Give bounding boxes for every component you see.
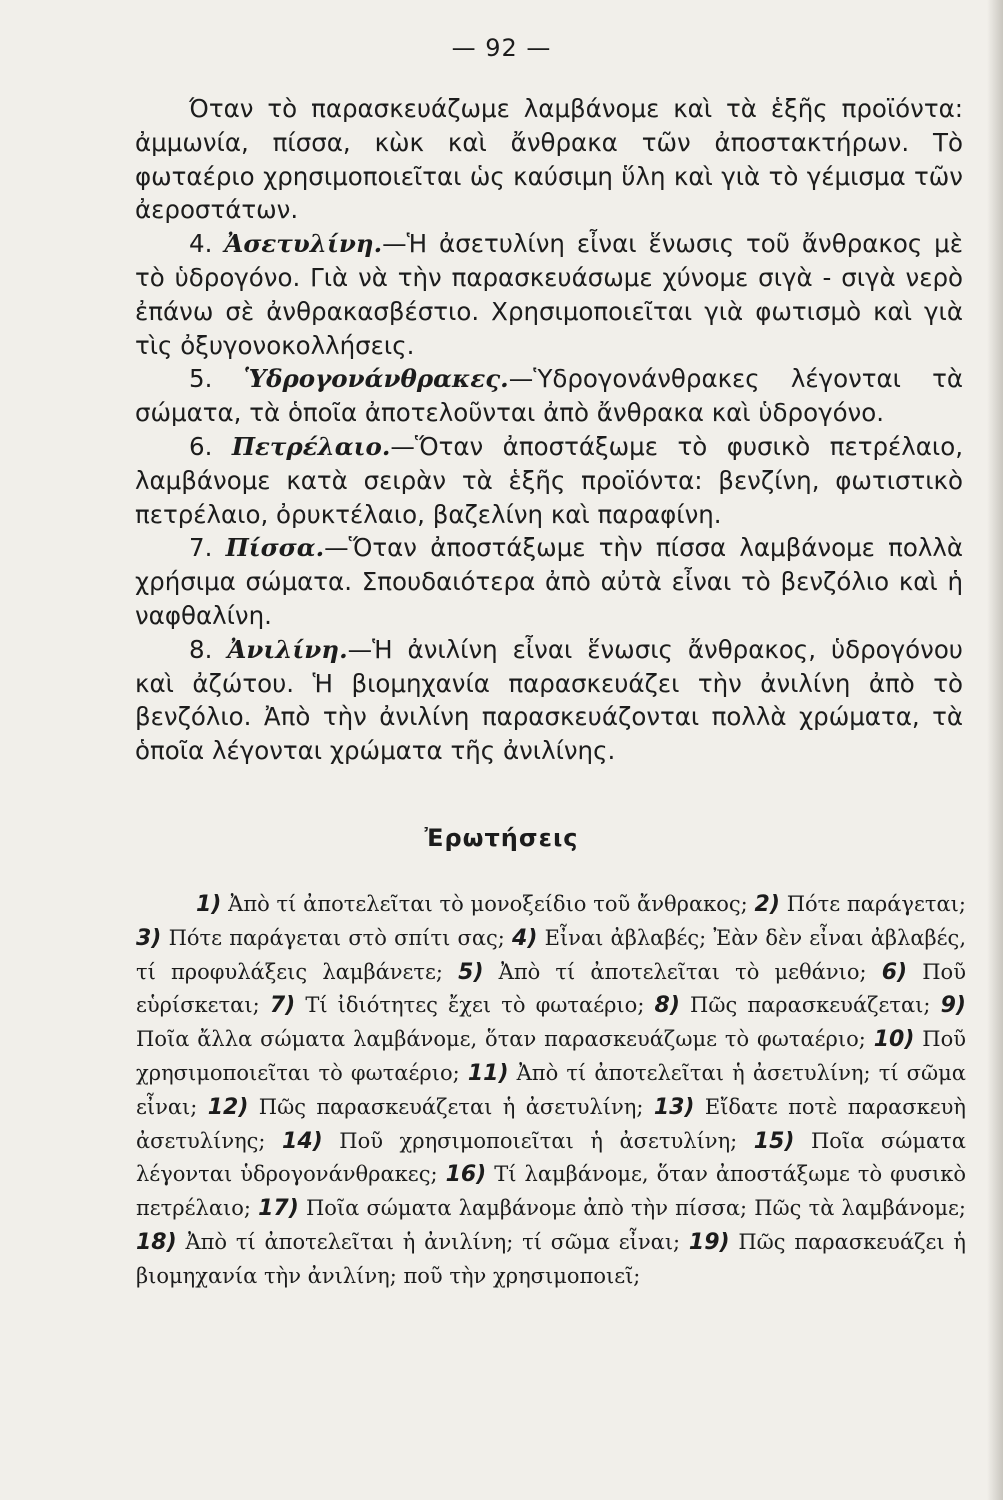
question-number: 9) xyxy=(940,993,966,1019)
question-number: 4) xyxy=(512,925,538,951)
question-text: Εἶναι ἀβλαβές; Ἐὰν δὲν εἶναι ἀβλαβές, τί προφυλάξεις λαμβάνετε; xyxy=(136,925,966,984)
question-number: 3) xyxy=(136,925,162,951)
section-term: Ὑδρογονάνθρακες. xyxy=(243,364,509,394)
question-text: Ποῖα σώματα λέγονται ὑδρογονάνθρακες; xyxy=(136,1128,966,1187)
question-number: 13) xyxy=(653,1094,695,1120)
question-text: Εἴδατε ποτὲ παρασκευὴ ἀσετυλίνης; xyxy=(136,1094,966,1153)
question-text: Ἀπὸ τί ἀποτελεῖται ἡ ἀσετυλίνη; τί σῶμα εἶναι; xyxy=(136,1060,966,1119)
question-number: 10) xyxy=(873,1027,915,1053)
question-number: 6) xyxy=(881,959,908,985)
question-text: Ἀπὸ τί ἀποτελεῖται ἡ ἀνιλίνη; τί σῶμα εἶναι; xyxy=(185,1229,681,1254)
section-paragraph xyxy=(135,227,963,362)
section-number: 8. xyxy=(189,634,213,664)
question-text: Ἀπὸ τί ἀποτελεῖται τὸ μεθάνιο; xyxy=(498,959,867,984)
section-text: —Ἡ ἀσετυλίνη εἶναι ἕνωσις τοῦ ἄνθρακος μὲ τὸ ὑδρογόνο. Γιὰ νὰ τὴν παρασκευάσωμε χύνομε σιγὰ - σιγὰ νερὸ ἐπάνω σὲ ἀνθρακασβέστιο. Χρησιμοποιεῖται γιὰ φωτισμὸ καὶ γιὰ τὶς ὀξυγονοκολλήσεις. xyxy=(135,229,963,360)
question-text: Τί λαμβάνομε, ὅταν ἀποστάξωμε τὸ φυσικὸ πετρέλαιο; xyxy=(136,1162,966,1221)
section-paragraph xyxy=(135,531,963,632)
question-number: 8) xyxy=(654,993,680,1019)
question-number: 17) xyxy=(258,1196,299,1222)
section-term: Ἀνιλίνη. xyxy=(227,634,348,664)
question-number: 19) xyxy=(688,1229,730,1255)
question-text: Πῶς παρασκευάζει ἡ βιομηχανία τὴν ἀνιλίνη; ποῦ τὴν χρησιμοποιεῖ; xyxy=(136,1229,966,1288)
section-paragraph xyxy=(135,430,963,531)
question-text: Πότε παράγεται; xyxy=(786,892,966,916)
page-number: — 92 — xyxy=(451,34,552,62)
question-number: 15) xyxy=(753,1128,795,1154)
section-number: 7. xyxy=(189,533,213,563)
section-number: 5. xyxy=(189,364,213,394)
question-number: 7) xyxy=(269,993,296,1019)
intro-paragraph: Όταν τὸ παρασκευάζωμε λαμβάνομε καὶ τὰ ἑξῆς προϊόντα: ἀμμωνία, πίσσα, κὼκ καὶ ἄνθρακα τῶν ἀποστακτήρων. Τὸ φωταέριο χρησιμοποιεῖται ὡς καύσιμη ὕλη καὶ γιὰ τὸ γέμισμα τῶν ἀεροστάτων. xyxy=(135,94,963,225)
section-term: Πίσσα. xyxy=(225,533,325,563)
question-text: Ποῖα σώματα λαμβάνομε ἀπὸ τὴν πίσσα; Πῶς τὰ λαμβάνομε; xyxy=(305,1196,966,1221)
question-text: Ποῦ χρησιμοποιεῖται τὸ φωταέριο; xyxy=(136,1027,966,1085)
section-paragraph xyxy=(135,362,963,430)
question-text: Ποῖα ἄλλα σώματα λαμβάνομε, ὅταν παρασκευάζωμε τὸ φωταέριο; xyxy=(136,1027,866,1052)
page-gutter-shadow xyxy=(987,0,1003,1500)
question-number: 11) xyxy=(467,1060,509,1086)
question-text: Πότε παράγεται στὸ σπίτι σας; xyxy=(168,925,505,950)
section-number: 6. xyxy=(189,431,213,461)
section-term: Πετρέλαιο. xyxy=(231,431,391,461)
section-term: Ἀσετυλίνη. xyxy=(224,229,383,259)
question-number: 1) xyxy=(196,892,222,917)
question-number: 5) xyxy=(458,959,484,985)
question-text: Ἀπὸ τί ἀποτελεῖται τὸ μονοξείδιο τοῦ ἄνθρακος; xyxy=(228,892,748,916)
section-text: —Ὅταν ἀποστάξωμε τὸ φυσικὸ πετρέλαιο, λαμβάνομε κατὰ σειρὰν τὰ ἑξῆς προϊόντα: βενζίνη, φωτιστικὸ πετρέλαιο, ὀρυκτέλαιο, βαζελίνη καὶ παραφίνη. xyxy=(135,431,963,529)
section-paragraph xyxy=(135,633,963,768)
question-number: 14) xyxy=(282,1128,323,1154)
question-text: Πῶς παρασκευάζεται; xyxy=(690,993,931,1018)
question-number: 2) xyxy=(754,892,780,917)
question-number: 16) xyxy=(445,1162,487,1188)
section-text: —Ἡ ἀνιλίνη εἶναι ἕνωσις ἄνθρακος, ὑδρογόνου καὶ ἀζώτου. Ἡ βιομηχανία παρασκευάζει τὴν ἀνιλίνη ἀπὸ τὸ βενζόλιο. Ἀπὸ τὴν ἀνιλίνη παρασκευάζονται πολλὰ χρώματα, τὰ ὁποῖα λέγονται χρώματα τῆς ἀνιλίνης. xyxy=(135,634,963,766)
questions-paragraph xyxy=(136,888,966,1294)
section-text: —Ὅταν ἀποστάξωμε τὴν πίσσα λαμβάνομε πολλὰ χρήσιμα σώματα. Σπουδαιότερα ἀπὸ αὐτὰ εἶναι τὸ βενζόλιο καὶ ἡ ναφθαλίνη. xyxy=(135,533,963,630)
question-number: 12) xyxy=(207,1094,249,1120)
section-number: 4. xyxy=(189,229,213,259)
question-text: Ποῦ εὑρίσκεται; xyxy=(136,959,966,1018)
body-text xyxy=(135,92,963,768)
question-text: Ποῦ χρησιμοποιεῖται ἡ ἀσετυλίνη; xyxy=(339,1128,738,1153)
question-text: Πῶς παρασκευάζεται ἡ ἀσετυλίνη; xyxy=(258,1094,644,1119)
section-text: —Ὑδρογονάνθρακες λέγονται τὰ σώματα, τὰ ὁποῖα ἀποτελοῦνται ἀπὸ ἄνθρακα καὶ ὑδρογόνο. xyxy=(135,364,964,428)
questions-heading: Ἐρωτήσεις xyxy=(424,824,579,852)
question-text: Τί ἰδιότητες ἔχει τὸ φωταέριο; xyxy=(305,993,645,1018)
question-number: 18) xyxy=(136,1229,177,1255)
